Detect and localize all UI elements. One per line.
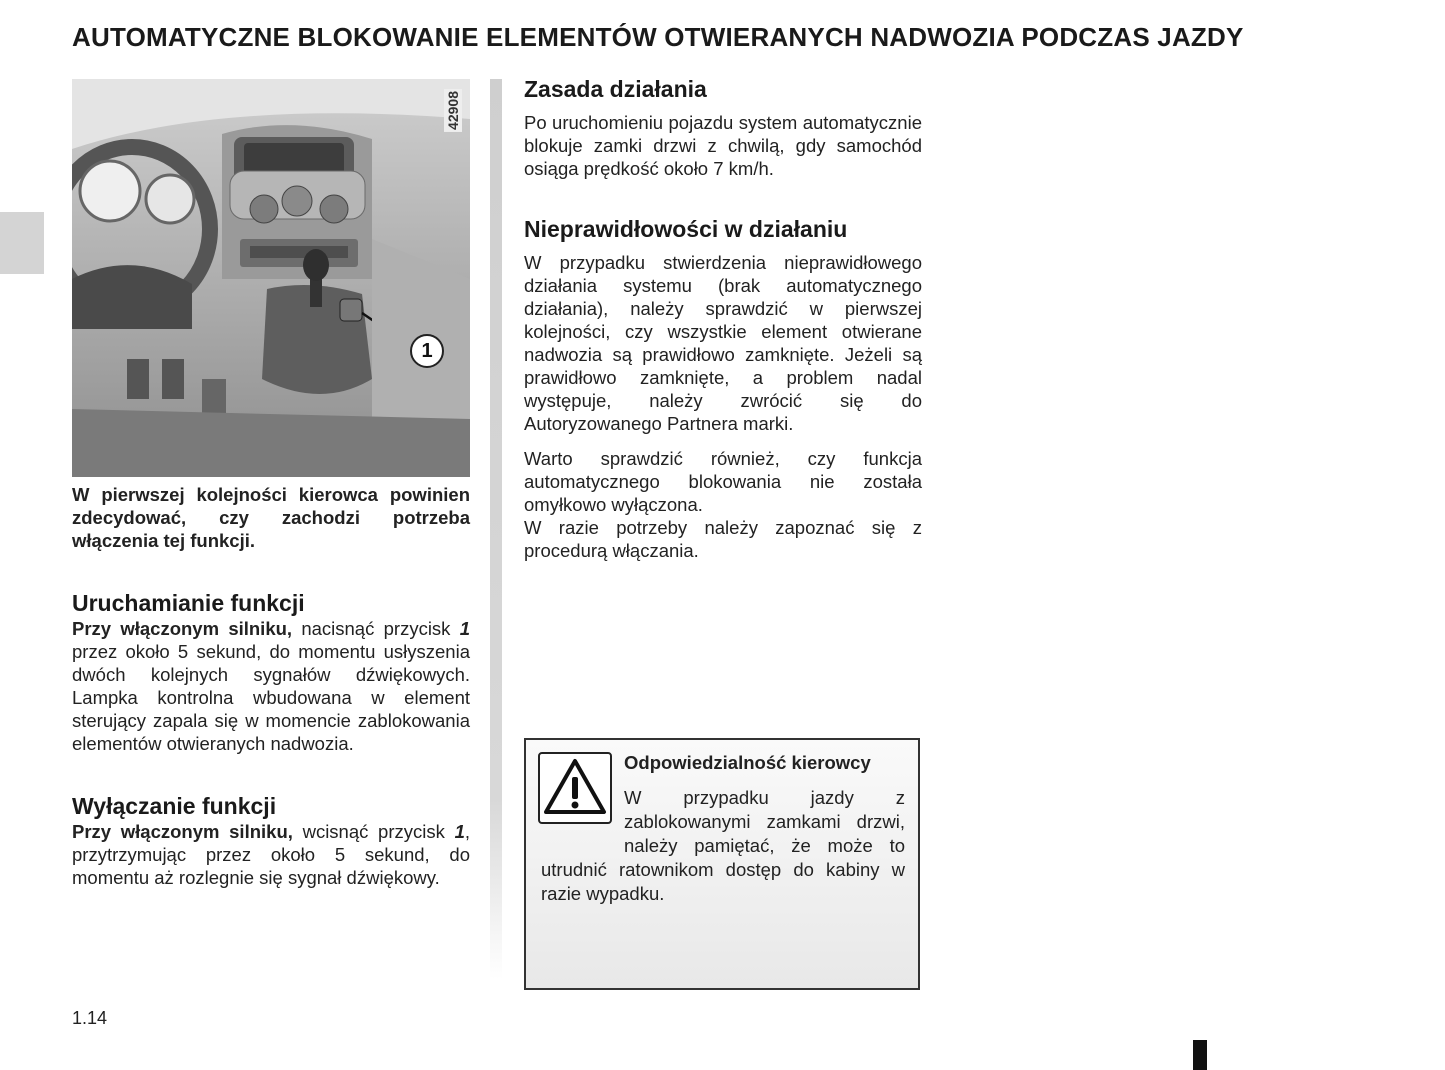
- warning-title: Odpowiedzialność kierowcy: [624, 752, 871, 773]
- deactivation-text-a: wcisnąć przycisk: [292, 821, 455, 842]
- faults-heading: Nieprawidłowości w działaniu: [524, 216, 848, 242]
- activation-lead: Przy włączonym silniku,: [72, 618, 293, 639]
- activation-text-b: przez około 5 sekund, do momentu usłyszenia dwóch kolejnych sygnałów dźwiękowych. Lampka kontrolna wbudowana w element sterujący zapala się w momencie zablokowania elementów otwieranych nadwozia.: [72, 641, 470, 754]
- figure-number: 42908: [445, 91, 461, 130]
- page-number: 1.14: [72, 1008, 108, 1028]
- principle-text: Po uruchomieniu pojazdu system automatycznie blokuje zamki drzwi z chwilą, gdy samochód osiąga prędkość około 7 km/h.: [524, 112, 922, 179]
- warning-text: W przypadku jazdy z zablokowanymi zamkami drzwi, należy pamiętać, że może to utrudnić ratownikom dostęp do kabiny w razie wypadku.: [541, 787, 905, 904]
- button-ref: 1: [454, 821, 465, 842]
- deactivation-lead: Przy włączonym silniku,: [72, 821, 293, 842]
- faults-text-3: W razie potrzeby należy zapoznać się z procedurą włączania.: [524, 517, 922, 561]
- deactivation-heading: Wyłączanie funkcji: [72, 793, 277, 819]
- dashboard-figure: [72, 79, 470, 477]
- dashboard-illustration: [72, 79, 470, 477]
- deactivation-text-b: , przytrzymując przez około 5 sekund, do momentu aż rozlegnie się sygnał dźwiękowy.: [72, 821, 470, 888]
- callout-button-1: 1: [410, 334, 444, 368]
- deactivation-text: [72, 820, 470, 889]
- column-divider: [490, 79, 502, 979]
- faults-text-2: Warto sprawdzić również, czy funkcja automatycznego blokowania nie została omyłkowo wyłączona.: [524, 448, 922, 515]
- page-edge-marker: [1193, 1040, 1207, 1070]
- principle-heading: Zasada działania: [524, 76, 707, 102]
- button-ref: 1: [459, 618, 470, 639]
- activation-text-a: nacisnąć przycisk: [292, 618, 460, 639]
- activation-text: [72, 617, 470, 755]
- chapter-tab: [0, 212, 44, 274]
- left-column: [72, 79, 470, 889]
- intro-text: W pierwszej kolejności kierowca powinien zdecydować, czy zachodzi potrzeba włączenia tej funkcji.: [72, 484, 470, 551]
- warning-text-block: [541, 786, 905, 906]
- middle-column: [524, 76, 922, 562]
- page-title: AUTOMATYCZNE BLOKOWANIE ELEMENTÓW OTWIERANYCH NADWOZIA PODCZAS JAZDY: [72, 22, 1244, 52]
- activation-heading: Uruchamianie funkcji: [72, 590, 305, 616]
- warning-box: [524, 738, 920, 990]
- faults-text-1: W przypadku stwierdzenia nieprawidłowego działania systemu (brak automatycznego działania), należy sprawdzić w pierwszej kolejności, czy wszystkie element otwierane nadwozia są prawidłowo zamknięte. Jeżeli są prawidłowo zamknięte, a problem nadal występuje, należy zwrócić się do Autoryzowanego Partnera marki.: [524, 252, 922, 434]
